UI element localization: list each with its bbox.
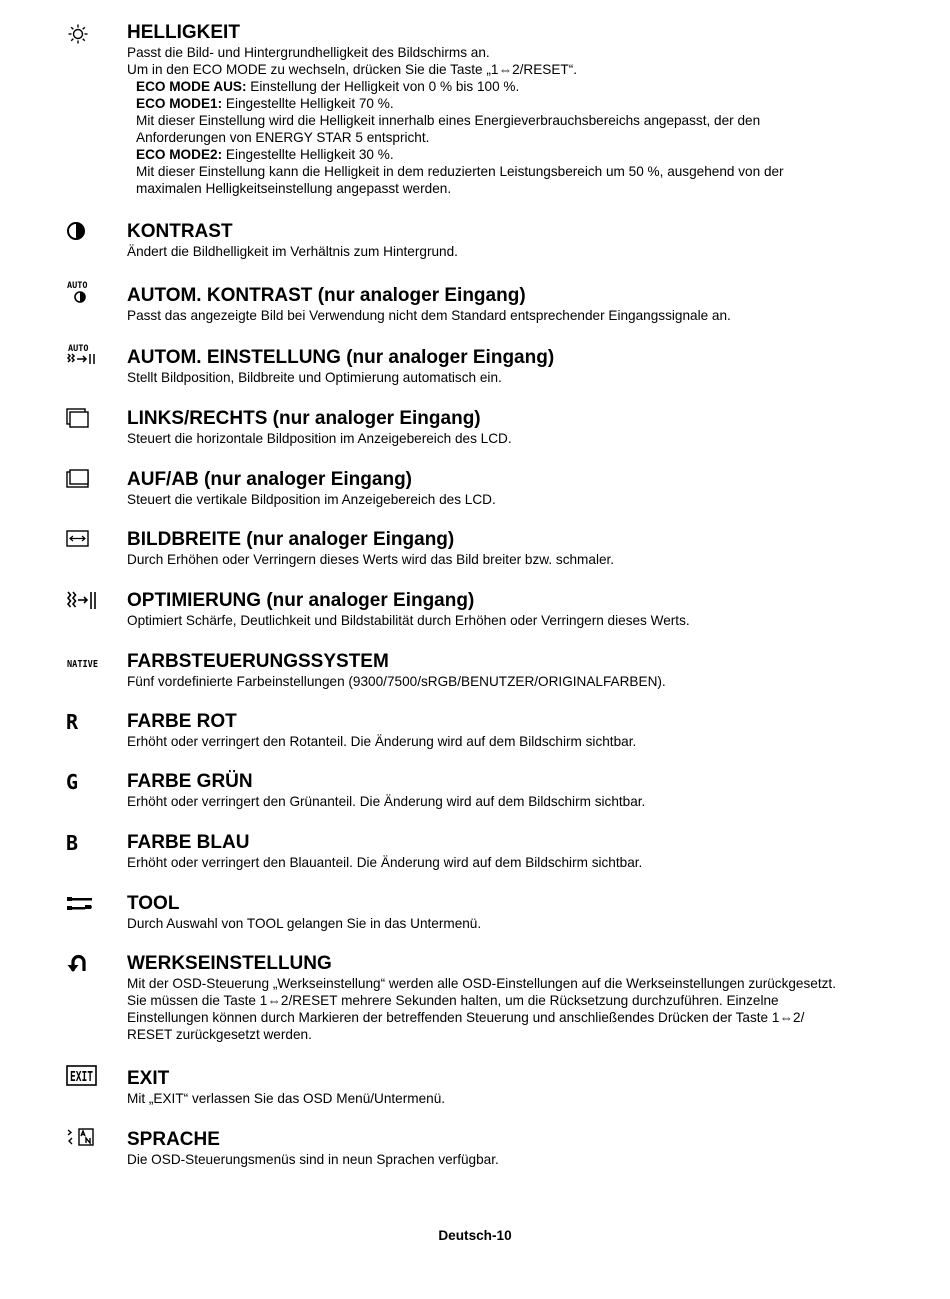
section-title: SPRACHE <box>127 1129 220 1150</box>
svg-text:B: B <box>66 831 79 855</box>
body-line: Passt das angezeigte Bild bei Verwendung nicht dem Standard entsprechender Eingangssignale an. <box>127 308 731 323</box>
green-icon <box>66 771 100 793</box>
language-icon <box>66 1127 100 1149</box>
body-line: Mit der OSD-Steuerung „Werkseinstellung“ werden alle OSD-Einstellungen auf die Werkseinstellungen zurückgesetzt. <box>127 976 836 991</box>
body-line: Fünf vordefinierte Farbeinstellungen (9300/7500/sRGB/BENUTZER/ORIGINALFARBEN). <box>127 674 666 689</box>
body-line: Erhöht oder verringert den Grünanteil. Die Änderung wird auf dem Bildschirm sichtbar. <box>127 794 646 809</box>
eco-mode-off: ECO MODE AUS: Einstellung der Helligkeit von 0 % bis 100 %. <box>136 79 520 94</box>
eco-mode-2-desc: maximalen Helligkeitseinstellung angepasst werden. <box>136 181 452 196</box>
section-title: AUTOM. EINSTELLUNG (nur analoger Eingang) <box>127 347 555 368</box>
body-line: Erhöht oder verringert den Blauanteil. Die Änderung wird auf dem Bildschirm sichtbar. <box>127 855 643 870</box>
body-line: Ändert die Bildhelligkeit im Verhältnis zum Hintergrund. <box>127 244 458 259</box>
svg-text:EXIT: EXIT <box>70 1070 94 1085</box>
section-title: OPTIMIERUNG (nur analoger Eingang) <box>127 590 475 611</box>
body-line: Durch Auswahl von TOOL gelangen Sie in das Untermenü. <box>127 916 482 931</box>
body-line: Einstellungen können durch Markieren der betreffenden Steuerung und anschließendes Drücken der Taste 1⇔2/ <box>127 1010 805 1025</box>
eco-mode-1: ECO MODE1: Eingestellte Helligkeit 70 %. <box>136 96 394 111</box>
section-title: FARBSTEUERUNGSSYSTEM <box>127 651 389 672</box>
native-icon <box>66 652 100 674</box>
section-title: BILDBREITE (nur analoger Eingang) <box>127 529 455 550</box>
section-title: EXIT <box>127 1068 170 1089</box>
section-title: AUTOM. KONTRAST (nur analoger Eingang) <box>127 285 526 306</box>
body-line: RESET zurückgesetzt werden. <box>127 1027 312 1042</box>
page-footer: Deutsch-10 <box>438 1228 512 1243</box>
red-icon <box>66 711 100 733</box>
section-title: FARBE BLAU <box>127 832 250 853</box>
factory-preset-icon <box>66 953 100 975</box>
tool-icon <box>66 894 100 916</box>
auto-adjust-icon <box>66 343 100 365</box>
left-right-icon <box>66 408 100 430</box>
section-title: KONTRAST <box>127 221 233 242</box>
body-line: Durch Erhöhen oder Verringern dieses Werts wird das Bild breiter bzw. schmaler. <box>127 552 615 567</box>
section-title: HELLIGKEIT <box>127 22 240 43</box>
eco-mode-2-desc: Mit dieser Einstellung kann die Helligkeit in dem reduzierten Leistungsbereich um 50 %, ausgehend von der <box>136 164 784 179</box>
body-line: Um in den ECO MODE zu wechseln, drücken Sie die Taste „1⇔2/RESET“. <box>127 62 578 77</box>
body-line: Mit „EXIT“ verlassen Sie das OSD Menü/Untermenü. <box>127 1091 446 1106</box>
brightness-icon <box>66 24 100 46</box>
svg-text:G: G <box>66 770 79 794</box>
body-line: Passt die Bild- und Hintergrundhelligkeit des Bildschirms an. <box>127 45 490 60</box>
section-title: FARBE ROT <box>127 711 237 732</box>
body-line: Optimiert Schärfe, Deutlichkeit und Bildstabilität durch Erhöhen oder Verringern dieses Werts. <box>127 613 690 628</box>
eco-mode-1-desc: Anforderungen von ENERGY STAR 5 entspricht. <box>136 130 430 145</box>
width-icon <box>66 529 100 551</box>
auto-contrast-icon <box>66 280 100 302</box>
exit-icon <box>66 1065 100 1087</box>
section-title: TOOL <box>127 893 180 914</box>
section-title: FARBE GRÜN <box>127 771 253 792</box>
body-line: Stellt Bildposition, Bildbreite und Optimierung automatisch ein. <box>127 370 502 385</box>
fine-icon <box>66 590 100 612</box>
body-line: Sie müssen die Taste 1⇔2/RESET mehrere Sekunden halten, um die Rücksetzung durchzuführen. Einzelne <box>127 993 779 1008</box>
svg-text:NATIVE: NATIVE <box>67 659 98 670</box>
contrast-icon <box>66 221 100 243</box>
body-line: Erhöht oder verringert den Rotanteil. Die Änderung wird auf dem Bildschirm sichtbar. <box>127 734 637 749</box>
up-down-icon <box>66 469 100 491</box>
blue-icon <box>66 832 100 854</box>
eco-mode-2: ECO MODE2: Eingestellte Helligkeit 30 %. <box>136 147 394 162</box>
body-line: Steuert die horizontale Bildposition im Anzeigebereich des LCD. <box>127 431 512 446</box>
body-line: Steuert die vertikale Bildposition im Anzeigebereich des LCD. <box>127 492 496 507</box>
body-line: Die OSD-Steuerungsmenüs sind in neun Sprachen verfügbar. <box>127 1152 499 1167</box>
eco-mode-1-desc: Mit dieser Einstellung wird die Helligkeit innerhalb eines Energieverbrauchsbereichs angepasst, der den <box>136 113 761 128</box>
section-title: AUF/AB (nur analoger Eingang) <box>127 469 412 490</box>
svg-text:R: R <box>66 710 79 734</box>
section-title: WERKSEINSTELLUNG <box>127 953 332 974</box>
svg-text:AUTO: AUTO <box>68 344 89 354</box>
svg-text:AUTO: AUTO <box>67 281 88 291</box>
section-title: LINKS/RECHTS (nur analoger Eingang) <box>127 408 481 429</box>
